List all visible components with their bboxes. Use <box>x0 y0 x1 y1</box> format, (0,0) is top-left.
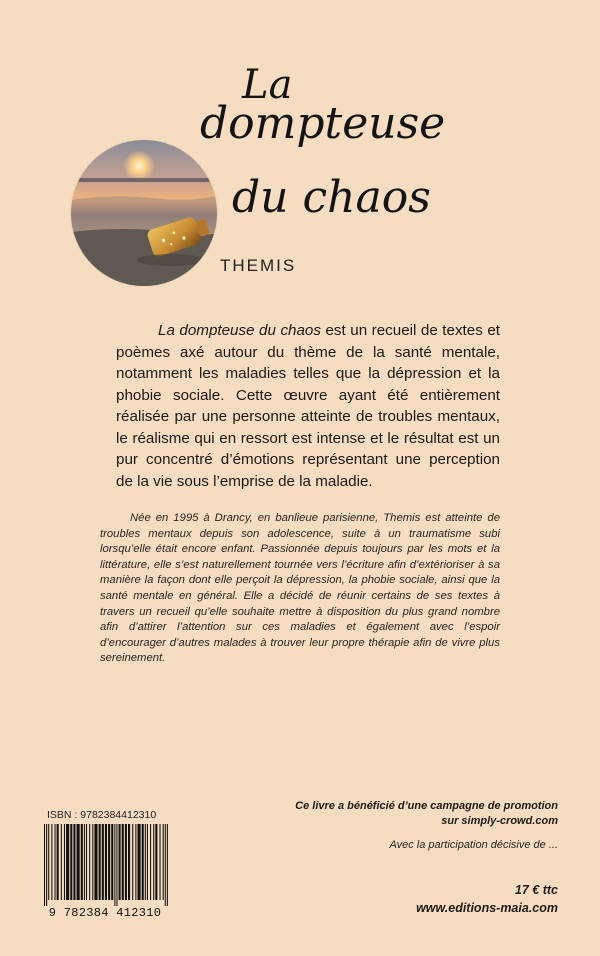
barcode-bar <box>116 824 117 910</box>
synopsis-book-title: La dompteuse du chaos <box>158 322 321 339</box>
barcode-bar <box>153 824 154 900</box>
barcode-bar <box>48 824 49 900</box>
barcode-bar <box>92 824 93 900</box>
barcode-bar <box>125 824 127 900</box>
isbn-label: ISBN : 9782384412310 <box>47 809 157 821</box>
barcode-bar <box>119 824 121 900</box>
title-line-1: La <box>242 62 293 108</box>
title-line-2: dompteuse <box>200 98 446 149</box>
barcode-bar <box>55 824 56 900</box>
price-label: 17 € ttc <box>514 883 558 897</box>
barcode-bar <box>132 824 133 900</box>
barcode-bar <box>99 824 101 900</box>
barcode-bar <box>51 824 52 900</box>
barcode-bar <box>114 824 115 910</box>
barcode-bar <box>89 824 90 900</box>
barcode-bar <box>81 824 83 900</box>
barcode-bar <box>102 824 104 900</box>
barcode-bar <box>64 824 65 900</box>
barcode-bar <box>142 824 144 900</box>
barcode-bar <box>167 824 168 910</box>
barcode-bar <box>111 824 113 900</box>
author-bio-text: Née en 1995 à Drancy, en banlieue parisienne, Themis est atteinte de troubles mentaux depuis son adolescence, suite à un traumatisme subi lorsqu’elle était encore enfant. Passionnée depuis toujours par les mots et la littérature, elle s’est naturellement tournée vers l’écriture afin d’extérioriser à sa manière la façon dont elle perçoit la dépression, la phobie sociale, ainsi que la santé mentale en général. Elle a décidé de réunir certains de ses textes à travers un recueil qu’elle souhaite mettre à disposition du plus grand nombre afin d’attirer l’attention sur ces maladies et également avec l’espoir d’encourager d’autres malades à trouver leur propre thérapie afin de vivre plus sereinement. <box>100 512 500 665</box>
barcode-bar <box>155 824 157 900</box>
barcode-bar <box>94 824 97 900</box>
author-bio-paragraph <box>100 511 500 667</box>
participation-note: Avec la participation décisive de ... <box>389 839 558 851</box>
barcode-bar <box>46 824 47 910</box>
barcode-bar <box>150 824 151 900</box>
barcode-digits: 9 782384 412310 <box>42 906 168 920</box>
barcode-bar <box>105 824 107 900</box>
barcode-bar <box>135 824 136 900</box>
promo-notice <box>258 799 558 829</box>
barcode-bar <box>86 824 87 900</box>
promo-line-2: sur simply-crowd.com <box>441 815 558 827</box>
synopsis-text: est un recueil de textes et poèmes axé autour du thème de la santé mentale, notamment les maladies telles que la dépression et la phobie sociale. Cette œuvre ayant été entièrement réalisée par une personne atteinte de troubles mentaux, le réalisme qui en ressort est intense et le résultat est un pur concentré d’émotions représentant une perception de la vie sous l’emprise de la maladie. <box>116 322 500 490</box>
promo-line-1: Ce livre a bénéficié d’une campagne de promotion <box>295 800 558 812</box>
synopsis-paragraph <box>116 320 500 492</box>
barcode-bars <box>42 824 168 910</box>
barcode-bar <box>145 824 146 900</box>
barcode-bar <box>73 824 75 900</box>
barcode-bar <box>128 824 130 900</box>
barcode-bar <box>70 824 72 900</box>
barcode-bar <box>61 824 62 900</box>
barcode-bar <box>108 824 110 900</box>
barcode-bar <box>44 824 45 910</box>
barcode-bar <box>147 824 148 900</box>
barcode-bar <box>57 824 59 900</box>
barcode-bar <box>160 824 161 900</box>
barcode-bar <box>66 824 69 900</box>
barcode-bar <box>137 824 140 900</box>
cover-photo-sunset-bottle <box>71 140 217 286</box>
author-name: THEMIS <box>220 256 297 275</box>
barcode-bar <box>163 824 164 900</box>
sunset-beach-image <box>71 140 217 286</box>
barcode-bar <box>77 824 80 900</box>
barcode-bar <box>165 824 166 910</box>
barcode-bar <box>122 824 124 900</box>
barcode-bar <box>84 824 85 900</box>
title-line-3: du chaos <box>232 172 431 223</box>
publisher-website: www.editions-maia.com <box>416 901 558 915</box>
